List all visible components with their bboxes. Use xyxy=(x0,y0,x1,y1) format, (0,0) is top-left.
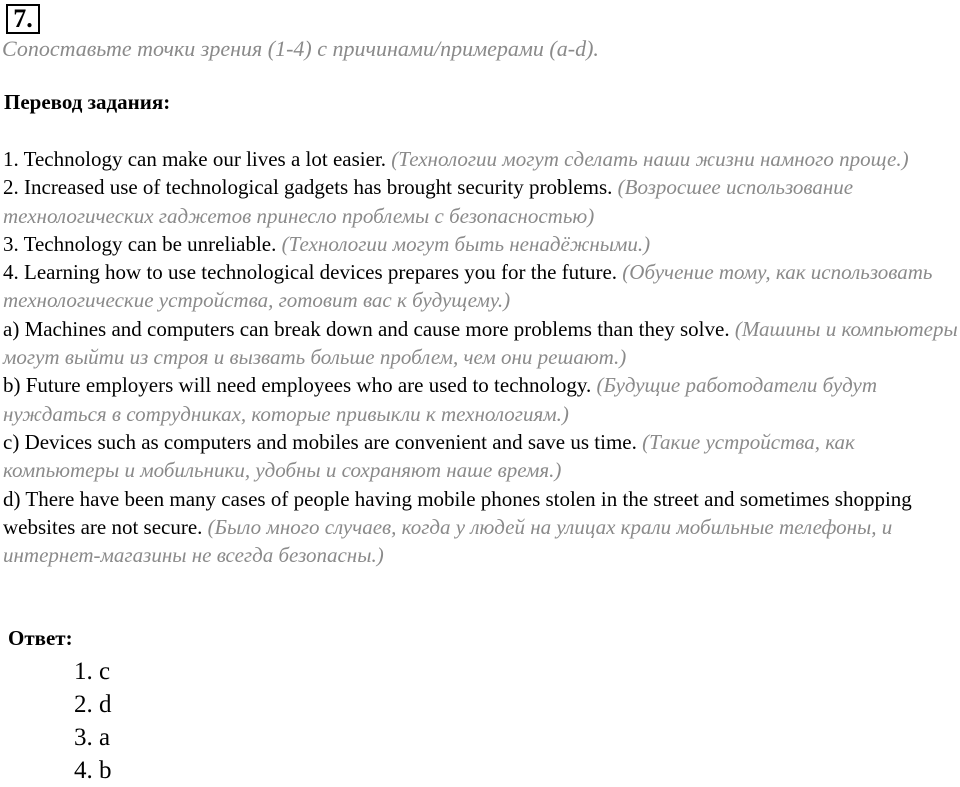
item-d xyxy=(3,485,960,570)
translation-heading: Перевод задания: xyxy=(4,90,171,114)
item-4-english: 4. Learning how to use technological devices prepares you for the future. xyxy=(3,260,618,285)
item-2 xyxy=(3,173,960,230)
item-3-english: 3. Technology can be unreliable. xyxy=(3,231,277,256)
item-1-english: 1. Technology can make our lives a lot easier. xyxy=(3,147,387,171)
answer-list xyxy=(74,655,112,787)
task-items xyxy=(3,145,960,569)
item-a-russian: (Машины и компьютеры могут выйти из строя и вызвать больше проблем, чем они решают.) xyxy=(3,316,958,370)
task-number: 7. xyxy=(6,4,40,34)
item-c xyxy=(3,428,960,485)
item-c-english: c) Devices such as computers and mobiles are convenient and save us time. xyxy=(3,429,637,454)
answer-item: 2. d xyxy=(74,691,112,718)
answer-item: 4. b xyxy=(74,757,112,784)
item-4 xyxy=(3,258,960,315)
item-d-english: d) There have been many cases of people having mobile phones stolen in the street and sometimes shopping websites are not secure. xyxy=(3,486,912,539)
item-2-english: 2. Increased use of technological gadgets has brought security problems. xyxy=(3,175,613,200)
item-d-russian: (Было много случаев, когда у людей на улицах крали мобильные телефоны, и интернет-магазины не всегда безопасны.) xyxy=(3,514,893,568)
item-1 xyxy=(3,145,960,173)
item-b xyxy=(3,371,960,428)
item-1-russian: (Технологии могут сделать наши жизни намного проще.) xyxy=(391,147,909,171)
answer-item: 1. c xyxy=(74,658,111,685)
item-4-russian: (Обучение тому, как использовать технологические устройства, готовит вас к будущему.) xyxy=(3,260,933,313)
item-3-russian: (Технологии могут быть ненадёжными.) xyxy=(281,231,651,256)
item-a xyxy=(3,315,960,372)
answer-heading: Ответ: xyxy=(8,626,73,650)
task-instruction: Сопоставьте точки зрения (1-4) с причинами/примерами (a-d). xyxy=(2,36,599,61)
item-3 xyxy=(3,230,960,258)
item-c-russian: (Такие устройства, как компьютеры и мобильники, удобны и сохраняют наше время.) xyxy=(3,429,855,483)
item-b-english: b) Future employers will need employees who are used to technology. xyxy=(3,373,592,398)
item-a-english: a) Machines and computers can break down and cause more problems than they solve. xyxy=(3,316,730,341)
item-b-russian: (Будущие работодатели будут нуждаться в сотрудниках, которые привыкли к технологиям.) xyxy=(3,373,878,426)
item-2-russian: (Возросшее использование технологических гаджетов принесло проблемы с безопасностью) xyxy=(3,175,854,228)
answer-item: 3. a xyxy=(74,724,111,751)
